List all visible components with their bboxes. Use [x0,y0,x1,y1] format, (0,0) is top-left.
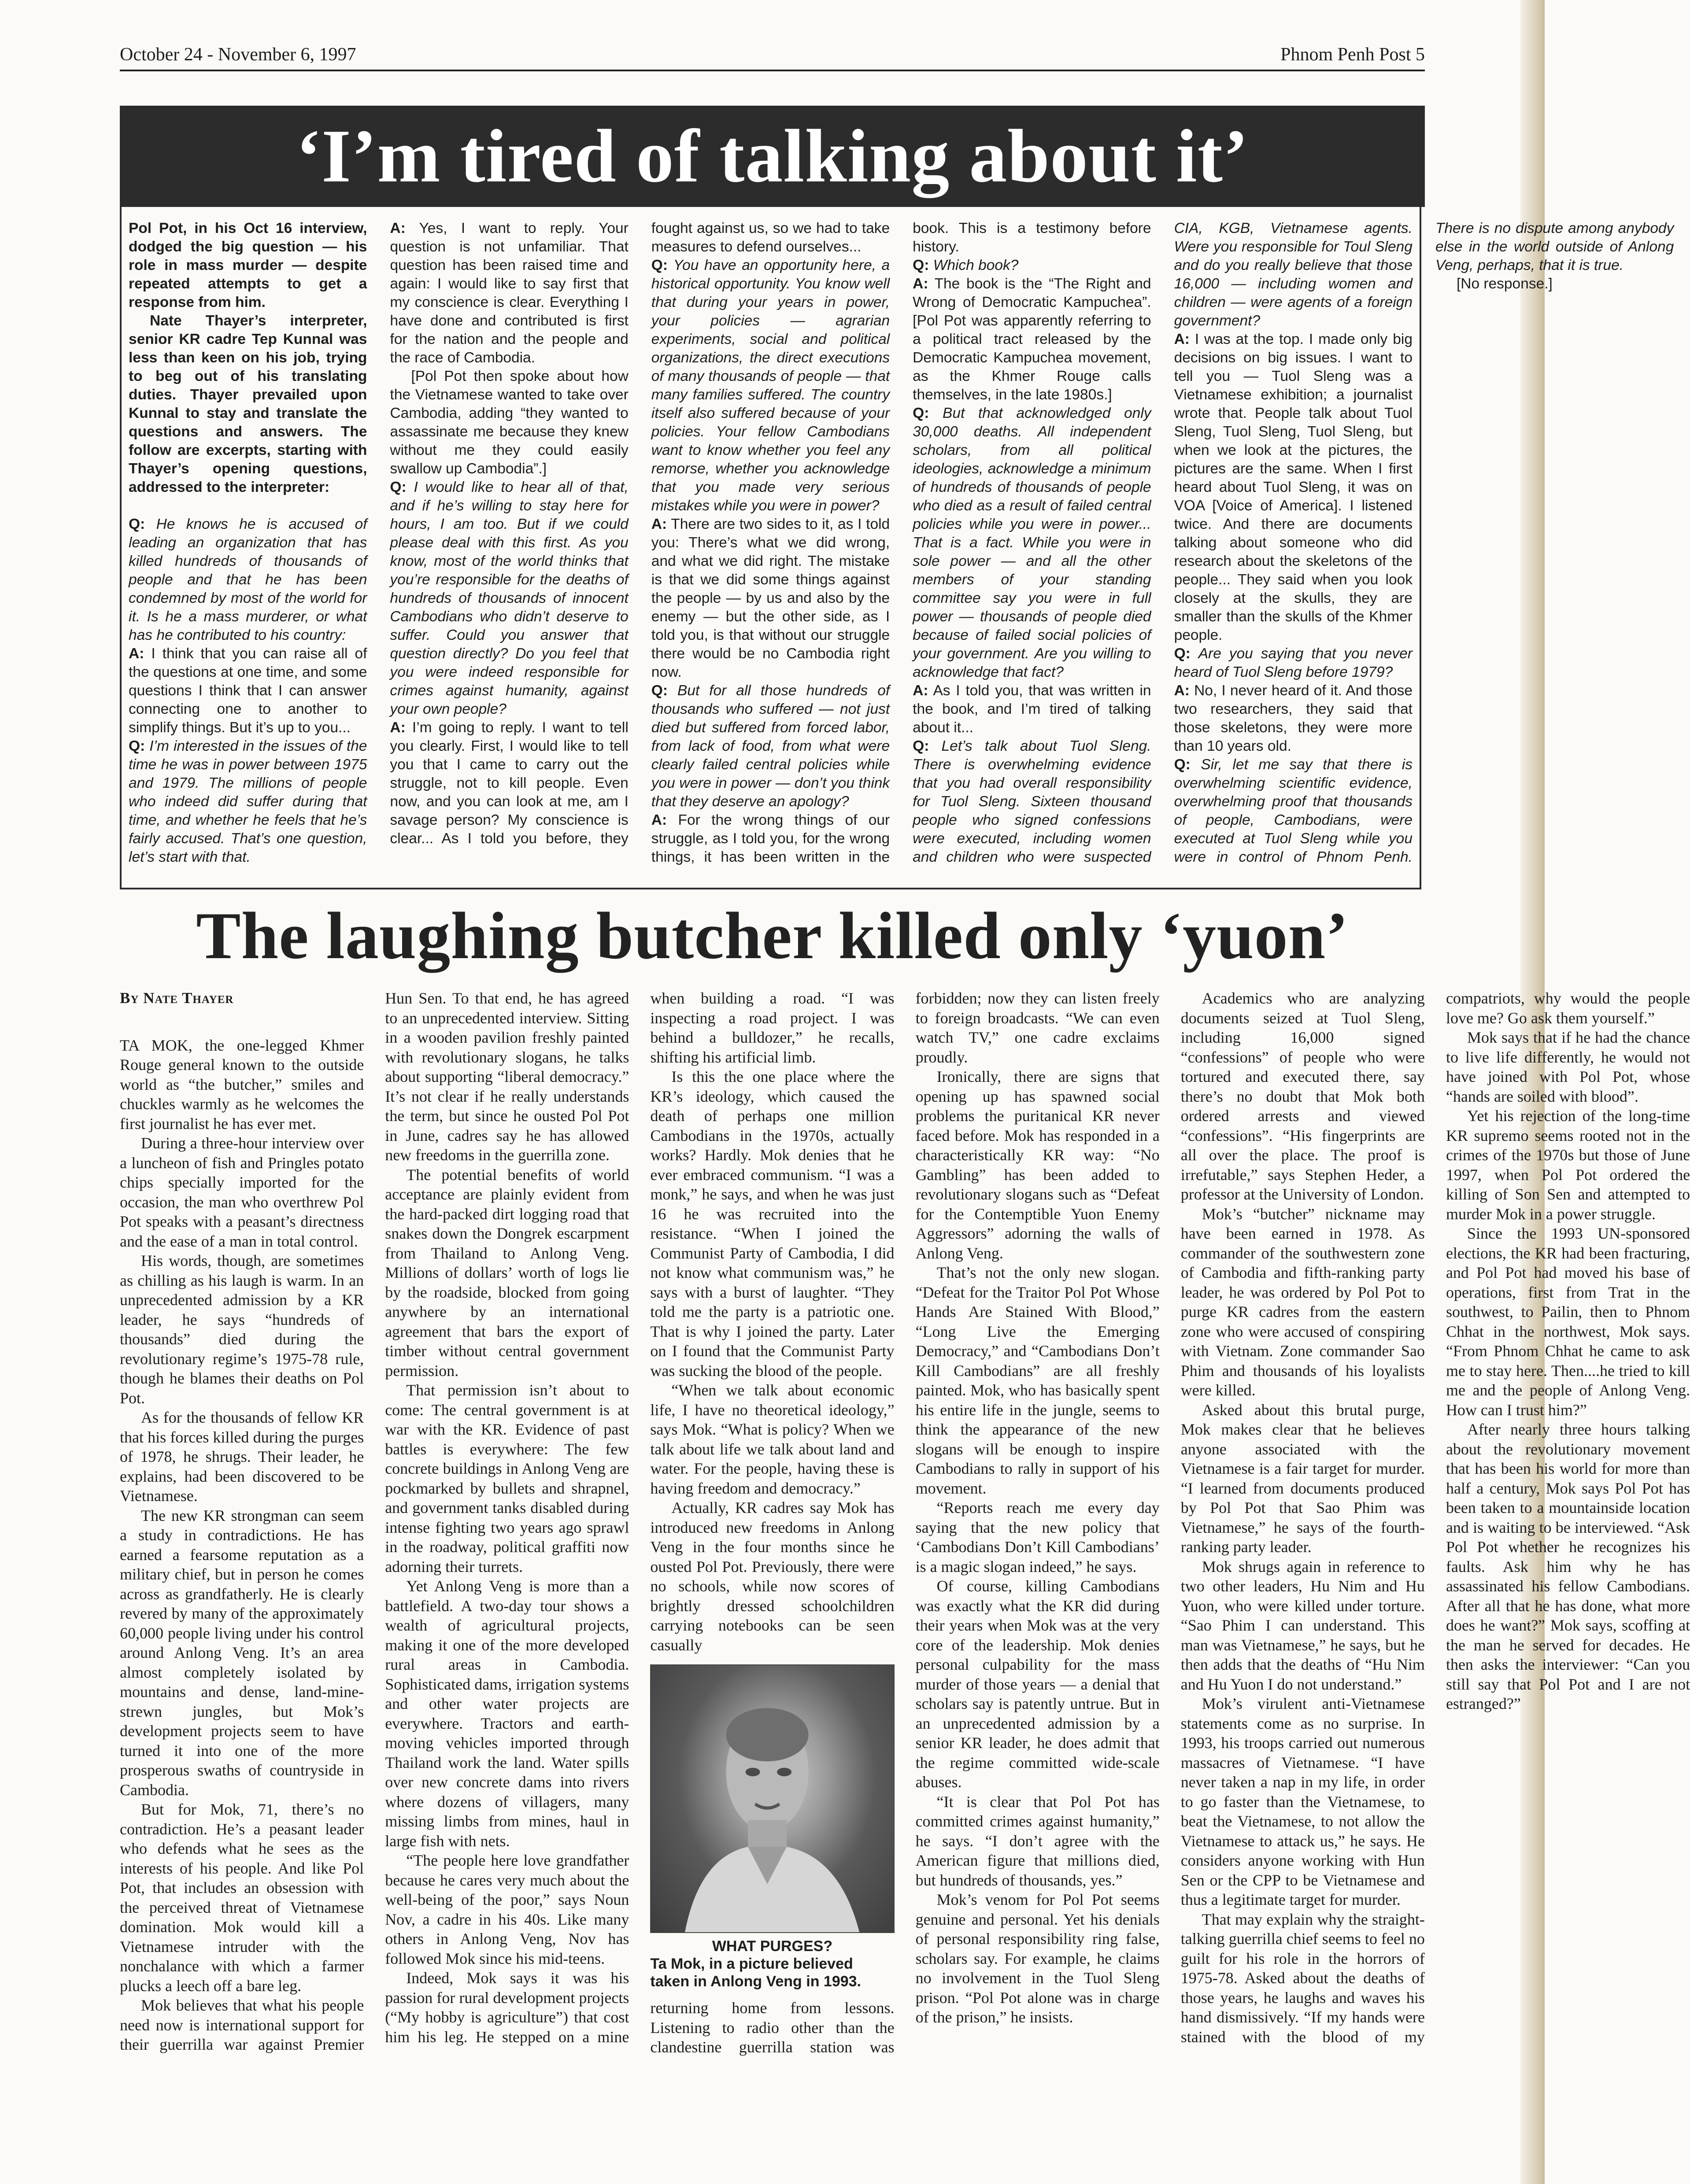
article-paragraph: During a three-hour interview over a luncheon of fish and Pringles potato chips specially imported for the occasion, the man who overthrew Pol Pot speaks with a peasant’s directness and the ease of a man in total control. [120,1134,364,1250]
article-headline: The laughing butcher killed only ‘yuon’ [196,899,1349,973]
qa-text: [No response.] [1456,276,1553,292]
issue-date: October 24 - November 6, 1997 [120,44,356,65]
qa-label: Q: [913,257,929,273]
qa-label: Q: [390,479,407,495]
qa-label: A: [129,646,144,662]
qa-text: [Pol Pot then spoke about how the Vietnamese wanted to take over Cambodia, adding “they wanted to assassinate me because they knew without me they could easily swallow up Cambodia”.] [390,368,629,477]
qa-text: Are you saying that you never heard of Tuol Sleng before 1979? [1174,646,1413,680]
article-paragraph: Academics who are analyzing documents seized at Tuol Sleng, including 16,000 signed “confessions” of people who were tortured and executed there, say there’s no doubt that Mok both ordered arrests and viewed “confessions”. “His fingerprints are all over the place. The proof is irrefutable,” says Stephen Heder, a professor at the University of London. [1180,989,1425,1203]
photo-caption [650,1937,894,1990]
interview-answer [1435,275,1674,293]
article-paragraph: Mok’s venom for Pol Pot seems genuine and personal. Yet his denials of personal responsibility ring false, scholars say. For example, he claims no involvement in the Tuol Sleng prison. “Pol Pot alone was in charge of the prison,” he insists. [915,1891,1160,2026]
article-headline-block [120,894,1425,978]
interview-box [120,207,1674,889]
qa-label: Q: [913,738,929,754]
qa-label: Q: [129,738,145,754]
article-paragraph: Mok’s “butcher” nickname may have been earned in 1978. As commander of the southwestern zone of Cambodia and fifth-ranking party leader, he was ordered by Pol Pot to purge KR cadres from the eastern zone who were accused of conspiring with Vietnam. Zone commander Sao Phim and thousands of his loyalists were killed. [1180,1205,1425,1399]
photo-block [650,1664,894,1990]
article-paragraph: After nearly three hours talking about the revolutionary movement that has been his world for more than half a century, Mok says Pol Pot has been taken to a mountainside location and is waiting to be interviewed. “Ask Pol Pot whether he recognizes his faults. Ask him why he has assassinated his fellow Cambodians. After all that he has done, what more does he want?” Mok says, scoffing at the man he served for decades. He then asks the interviewer: “Can you still say that Pol Pot and I are not estranged?” [1446,1420,1690,1712]
article-paragraph: The new KR strongman can seem a study in contradictions. He has earned a fearsome reputation as a military chief, but in person he comes across as grandfatherly. He is clearly revered by many of the approximately 60,000 people living under his control around Anlong Veng. It’s an area almost completely isolated by mountains and dense, land-mine-strewn jungles, but Mok’s development projects seem to have turned it into one of the more prosperous swaths of countryside in Cambodia. [120,1506,364,1799]
article-paragraph: Actually, KR cadres say Mok has introduced new freedoms in Anlong Veng in the four months since he ousted Pol Pot. Previously, there were no schools, while now scores of brightly dressed schoolchildren carrying notebooks can be seen casually [650,1499,895,1654]
article-paragraph: returning home from lessons. Listening to radio other than the clandestine guerrilla station was forbidden; now they can listen freely to foreign broadcasts. “We can even watch TV,” one cadre exclaims proudly. [650,989,1160,2056]
article-paragraph: The potential benefits of world acceptance are plainly evident from the hard-packed dirt logging road that snakes down the Dongrek escarpment from Thailand to Anlong Veng. Millions of dollars’ worth of logs lie by the roadside, blocked from going anywhere by an international agreement that bars the export of timber without central government permission. [385,1166,629,1380]
article-paragraph: Ironically, there are signs that opening up has spawned social problems the puritanical KR never faced before. Mok has responded in a characteristically KR way: “No Gambling” has been added to revolutionary slogans such as “Defeat for the Contemptible Yuon Enemy Aggressors” adorning the walls of Anlong Veng. [915,1068,1160,1262]
interview-answer [1174,330,1413,645]
ta-mok-photo [650,1664,894,1933]
article-body [120,989,1690,2063]
qa-label: A: [651,516,667,532]
article-paragraph: Mok’s virulent anti-Vietnamese statements come as no surprise. In 1993, his troops carried out numerous massacres of Vietnamese. “I have never taken a nap in my life, in order to go faster than the Vietnamese, to beat the Vietnamese, to not allow the Vietnamese to attack us,” he says. He considers anyone working with Hun Sen or the CPP to be Vietnamese and thus a legitimate target for murder. [1180,1695,1425,1908]
qa-text: You have an opportunity here, a historical opportunity. You know well that during your years in power, your policies — agrarian experiments, social and political organizations, the direct executions of many thousands of people — that many families suffered. The country itself also suffered because of your policies. Your fellow Cambodians want to know whether you feel any remorse, whether you acknowledge that you made very serious mistakes while you were in power? [651,257,890,514]
qa-text: I think that you can raise all of the questions at one time, and some questions I think that I can answer connecting one to another to simplify things. But it’s up to you... [129,646,367,736]
article-paragraph: But for Mok, 71, there’s no contradiction. He’s a peasant leader who defends what he sees as the interests of his people. And like Pol Pot, that includes an obsession with the perceived threat of Vietnamese domination. Mok would kill a Vietnamese intruder with the nonchalance with which a farmer plucks a leech off a bare leg. [120,1800,364,1995]
interview-question [651,256,890,515]
interview-headline: ‘I’m tired of talking about it’ [296,114,1249,198]
article-paragraph: As for the thousands of fellow KR that his forces killed during the purges of 1978, he shrugs. Their leader, he explains, had been discovered to be Vietnamese. [120,1409,364,1505]
interview-intro: Nate Thayer’s interpreter, senior KR cadre Tep Kunnal was less than keen on his job, trying to beg out of his translating duties. Thayer prevailed upon Kunnal to stay and translate the questions and answers. The follow are excerpts, starting with Thayer’s opening questions, addressed to the interpreter: [129,313,367,495]
interview-answer [913,275,1151,404]
interview-answer [390,219,628,367]
qa-text: He knows he is accused of leading an organization that has killed hundreds of thousands of people and that he has been condemned by most of the world for it. Is he a mass murderer, or what has he contributed to his country: [129,516,367,643]
qa-text: Yes, I want to reply. Your question is not unfamiliar. That question has been raised time and again: I would like to say first that my conscience is clear. Everything I have done and contributed is first for the nation and the people and the race of Cambodia. [390,220,629,366]
article-paragraph: That’s not the only new slogan. “Defeat for the Traitor Pol Pot Whose Hands Are Stained With Blood,” “Long Live the Emerging Democracy,” and “Cambodians Don’t Kill Cambodians” are all freshly painted. Mok, who has basically spent his entire life in the jungle, seems to think the appearance of the new slogans will be enough to inspire Cambodians to rally in support of his movement. [915,1264,1160,1497]
qa-text: Which book? [933,257,1019,273]
interview-answer [390,367,628,478]
photo-caption-text: Ta Mok, in a picture believed taken in Anlong Veng in 1993. [650,1955,861,1990]
interview-question [390,478,628,719]
article-paragraph: Asked about this brutal purge, Mok makes clear that he believes anyone associated with the Vietnamese is a fair target for murder. “I learned from documents produced by Pol Pot that Sao Phim was Vietnamese,” he says of the fourth-ranking party leader. [1180,1401,1425,1556]
article-paragraph: Mok says that if he had the chance to live life differently, he would not have joined with Pol Pot, whose “hands are soiled with blood”. [1446,1029,1690,1105]
article-paragraph: That permission isn’t about to come: The central government is at war with the KR. Evidence of past battles is everywhere: The few concrete buildings in Anlong Veng are pockmarked by bullets and shrapnel, and government tanks disabled during intense fighting two years ago sprawl in the roadway, political graffiti now adorning their turrets. [385,1381,629,1575]
byline: By Nate Thayer [120,989,234,1007]
article-paragraph: “It is clear that Pol Pot has committed crimes against humanity,” he says. “I don’t agree with the American figure that millions died, but hundreds of thousands, yes.” [915,1793,1160,1889]
qa-text: But for all those hundreds of thousands who suffered — not just died but suffered from forced labor, from lack of food, from what were clearly failed central policies while you were in power — don’t you think that they deserve an apology? [651,682,890,810]
qa-text: But that acknowledged only 30,000 deaths. All independent scholars, from all political ideologies, acknowledge a minimum of hundreds of thousands of people who died as a result of failed central policies while you were in power... That is a fact. While you were in sole power — and all the other members of your standing committee say you were in full power — thousands of people died because of failed social policies of your government. Are you willing to acknowledge that fact? [913,405,1151,680]
qa-label: A: [651,812,667,828]
interview-answer [129,645,367,737]
article-paragraph: “The people here love grandfather because he cares very much about the well-being of the poor,” says Noun Nov, a cadre in his 40s. Like many others in Anlong Veng, Nov has followed Mok since his mid-teens. [385,1852,629,1967]
qa-label: Q: [651,682,668,699]
qa-label: A: [390,719,406,736]
header-rule [120,70,1425,71]
interview-answer [651,515,890,682]
qa-label: A: [1174,331,1190,347]
article-paragraph: “When we talk about economic life, I have no theoretical ideology,” says Mok. “What is policy? When we talk about life we talk about land and water. For the people, having these is having freedom and democracy.” [650,1381,895,1497]
page-header [120,39,1425,65]
qa-text: I’m interested in the issues of the time he was in power between 1975 and 1979. The millions of people who indeed did suffer during that time, and whether he feels that he’s fairly accused. That’s one question, let’s start with that. [129,738,367,865]
interview-question [913,256,1151,275]
qa-text: For the wrong things of our struggle, as I told you, for the wrong things, it has been written in the book. This is a testimony before history. [651,220,1151,865]
qa-label: Q: [1174,756,1191,773]
article-paragraph: Indeed, Mok says it was his passion for rural development projects (“My hobby is agriculture”) that cost him his leg. He stepped on a mine when building a road. “I was inspecting a road project. I was behind a bulldozer,” he recalls, shifting his artificial limb. [385,989,895,2046]
qa-label: Q: [1174,646,1191,662]
interview-columns [129,219,1674,879]
qa-text: No, I never heard of it. And those two researchers, they said that those skeletons, they were more than 10 years old. [1174,682,1413,754]
interview-intro: Pol Pot, in his Oct 16 interview, dodged the big question — his role in mass murder — despite repeated attempts to get a response from him. [129,220,367,310]
interview-question [129,515,367,645]
qa-text: There are two sides to it, as I told you: There’s what we did wrong, and what we did right. The mistake is that we did some things against the people — by us and also by the enemy — but the other side, as I told you, is that without our struggle there would be no Cambodia right now. [651,516,890,680]
qa-label: A: [913,276,928,292]
qa-label: A: [913,682,928,699]
interview-question [913,404,1151,682]
article-paragraph: Yet his rejection of the long-time KR supremo seems rooted not in the crimes of the 1970s but those of June 1997, when Pol Pot ordered the killing of Son Sen and attempted to murder Mok in a power struggle. [1446,1107,1690,1223]
qa-text: The book is the “The Right and Wrong of Democratic Kampuchea”. [Pol Pot was apparently referring to a political tract released by the Democratic Kampuchea movement, as the Khmer Rouge calls themselves, in the late 1980s.] [913,276,1151,403]
qa-text: I was at the top. I made only big decisions on big issues. I want to tell you — Tuol Sleng was a Vietnamese exhibition; a journalist wrote that. People talk about Tuol Sleng, Tuol Sleng, Tuol Sleng, but when we look at the pictures, the pictures are the same. When I first heard about Tuol Sleng, it was on VOA [Voice of America]. I listened twice. And there are documents talking about someone who did research about the skeletons of the people... They said when you look closely at the skulls, they are smaller than the skulls of the Khmer people. [1174,331,1413,643]
qa-label: Q: [129,516,145,532]
photo-caption-title: WHAT PURGES? [712,1938,833,1955]
article-paragraph: Mok believes that what his people need now is international support for their guerrilla war against Premier Hun Sen. To that end, he has agreed to an unprecedented interview. Sitting in a wooden pavilion freshly painted with revolutionary slogans, he talks about supporting “liberal democracy.” It’s not clear if he really understands the term, but since he ousted Pol Pot in June, cadres say he has allowed new freedoms in the guerrilla zone. [120,989,629,2053]
article-paragraph: That may explain why the straight-talking guerrilla chief seems to feel no guilt for his role in the horrors of 1975-78. Asked about the deaths of those years, he laughs and waves his hand dismissively. “If my hands were stained with the blood of my compatriots, why would the people love me? Go ask them yourself.” [1180,989,1690,2046]
qa-text: I would like to hear all of that, and if he’s willing to stay here for hours, I am too. But if we could please deal with this first. As you know, most of the world thinks that you’re responsible for the deaths of hundreds of thousands of innocent Cambodians who didn’t deserve to suffer. Could you answer that question directly? Do you feel that you were indeed responsible for crimes against humanity, against your own people? [390,479,629,717]
qa-label: Q: [651,257,668,273]
page-number: Phnom Penh Post 5 [1280,44,1425,65]
interview-answer [913,682,1151,737]
interview-question [1174,645,1413,682]
interview-question [129,737,367,867]
interview-question [651,682,890,811]
article-paragraph: Of course, killing Cambodians was exactly what the KR did during their years when Mok was at the very core of the leadership. Mok denies personal culpability for the mass murder of those years — a denial that scholars say is patently untrue. But in an unprecedented admission by a senior KR leader, he does admit that the regime committed wide-scale abuses. [915,1577,1160,1791]
article-paragraph: Since the 1993 UN-sponsored elections, the KR had been fracturing, and Pol Pot had moved his base of operations, first from Trat in the southwest, to Pailin, then to Phnom Chhat in the northwest, Mok says. “From Phnom Chhat he came to ask me to stay here. Then....he tried to kill me and the people of Anlong Veng. How can I trust him?” [1446,1225,1690,1419]
interview-headline-banner [120,106,1425,207]
qa-text: Let’s talk about Tuol Sleng. There is overwhelming evidence that you had overall responsibility for Tuol Sleng. Sixteen thousand people who signed confessions were executed, including women and children who were suspected CIA, KGB, Vietnamese agents. Were you responsible for Toul Sleng and do you really believe that those 16,000 — including women and children — were agents of a foreign government? [913,220,1413,865]
qa-label: A: [1174,682,1190,699]
qa-text: As I told you, that was written in the book, and I’m tired of talking about it... [913,682,1151,736]
interview-answer [1174,682,1413,756]
qa-text: I’m going to reply. I want to tell you clearly. First, I would like to tell you that I came to carry out the struggle, not to kill people. Even now, and you can look at me, am I savage person? My conscience is clear... As I told you before, they fought against us, so we had to take measures to defend ourselves... [390,220,890,847]
article-paragraph: Yet Anlong Veng is more than a battlefield. A two-day tour shows a wealth of agricultural projects, making it one of the more developed rural areas in Cambodia. Sophisticated dams, irrigation systems and other water projects are everywhere. Tractors and earth-moving vehicles imported through Thailand work the land. Water spills over new concrete dams into rivers where dozens of villagers, many missing limbs from mines, haul in large fish with nets. [385,1577,629,1850]
qa-label: A: [390,220,406,236]
qa-text: Sir, let me say that there is overwhelming scientific evidence, overwhelming proof that thousands of people, Cambodians, were executed at Tuol Sleng while you were in control of Phnom Penh. There is no dispute among anybody else in the world outside of Anlong Veng, perhaps, that it is true. [1174,220,1674,865]
article-paragraph: Is this the one place where the KR’s ideology, which caused the death of perhaps one million Cambodians in the 1970s, actually works? Hardly. Mok denies that he ever embraced communism. “I was a monk,” he says, and when he was just 16 he was recruited into the resistance. “When I joined the Communist Party of Cambodia, I did not know what communism was,” he says with a burst of laughter. “They told me the party is a patriotic one. That is why I joined the party. Later on I found that the Communist Party was sucking the blood of the people. [650,1068,895,1380]
qa-label: Q: [913,405,929,421]
article-paragraph: TA MOK, the one-legged Khmer Rouge general known to the outside world as “the butcher,” smiles and chuckles warmly as he welcomes the first journalist he has ever met. [120,1036,364,1133]
article-paragraph: Mok shrugs again in reference to two other leaders, Hu Nim and Hu Yuon, who were killed under torture. “Sao Phim I can understand. This man was Vietnamese,” he says, but he then adds that the deaths of “Hu Nim and Hu Yuon I do not understand.” [1180,1557,1425,1693]
article-paragraph: His words, though, are sometimes as chilling as his laugh is warm. In an unprecedented admission by a KR leader, he says “hundreds of thousands” died during the revolutionary regime’s 1975-78 rule, though he blames their deaths on Pol Pot. [120,1252,364,1407]
article-paragraph: “Reports reach me every day saying that the new policy that ‘Cambodians Don’t Kill Cambodians’ is a magic slogan indeed,” he says. [915,1499,1160,1575]
